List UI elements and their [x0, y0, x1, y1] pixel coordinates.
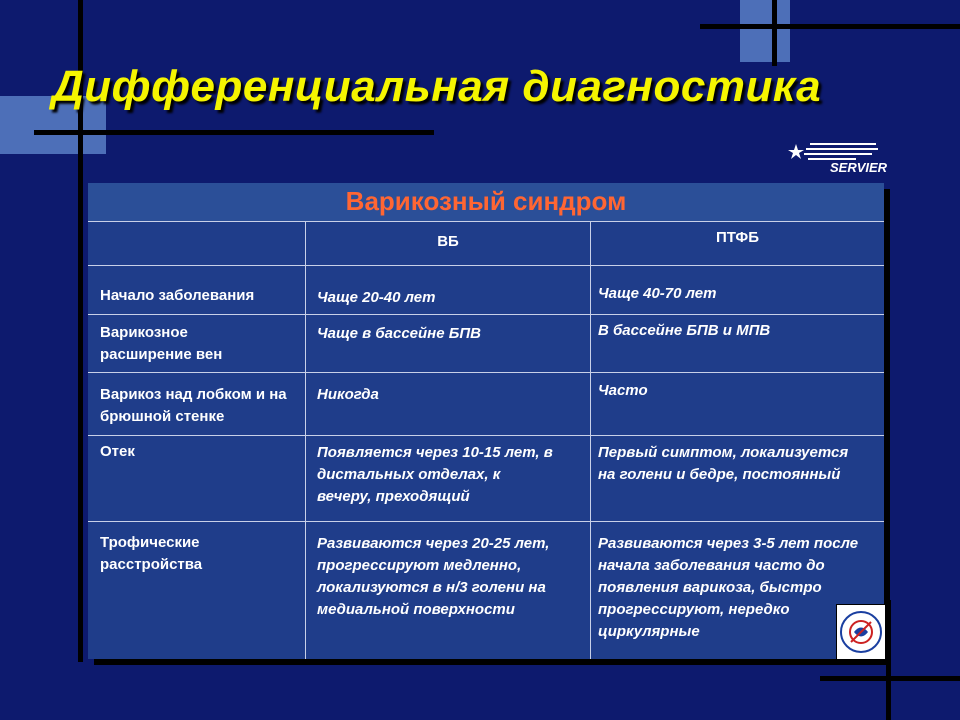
logo-text: SERVIER: [830, 160, 888, 175]
vb-cell: Чаще 20-40 лет: [317, 289, 436, 306]
ptfb-cell: Развиваются через 3-5 лет после начала заболевания часто до появления варикоза, быстро прогрессируют, нередко циркулярные: [598, 535, 859, 640]
star-icon: [788, 144, 804, 159]
grid-line: [88, 221, 884, 222]
slide-title: Дифференциальная диагностика: [52, 62, 822, 111]
deco-line-h3: [820, 676, 960, 681]
grid-line: [305, 221, 306, 659]
grid-line: [88, 265, 884, 266]
grid-line: [590, 221, 591, 659]
vb-cell: Развиваются через 20-25 лет, прогрессируют медленно, локализуются в н/3 голени на медиальной поверхности: [317, 535, 550, 618]
vb-cell: Никогда: [317, 386, 379, 403]
table-title: Варикозный синдром: [345, 186, 627, 216]
ptfb-cell: Первый симптом, локализуется на голени и бедре, постоянный: [598, 444, 849, 483]
society-emblem: [836, 604, 886, 660]
column-header-ptfb: ПТФБ: [716, 229, 759, 246]
ptfb-cell: В бассейне БПВ и МПВ: [598, 322, 771, 339]
grid-line: [88, 435, 884, 436]
deco-line-v2: [772, 0, 777, 66]
grid-line: [88, 521, 884, 522]
deco-square-topright: [740, 0, 790, 62]
ptfb-cell: Часто: [598, 382, 648, 399]
ptfb-cell: Чаще 40-70 лет: [598, 285, 717, 302]
vb-cell: Чаще в бассейне БПВ: [317, 325, 481, 342]
row-label: Варикоз над лобком и на брюшной стенке: [100, 386, 287, 425]
deco-line-h1: [34, 130, 434, 135]
row-label: Отек: [100, 443, 135, 460]
comparison-table: [88, 183, 884, 659]
vb-cell: Появляется через 10-15 лет, в дистальных отделах, к вечеру, преходящий: [317, 444, 553, 505]
column-header-vb: ВБ: [437, 233, 459, 250]
grid-line: [88, 314, 884, 315]
deco-line-h2: [700, 24, 960, 29]
row-label: Начало заболевания: [100, 287, 255, 304]
row-label: Варикозное расширение вен: [100, 324, 223, 363]
grid-line: [88, 372, 884, 373]
row-label: Трофические расстройства: [100, 534, 203, 573]
